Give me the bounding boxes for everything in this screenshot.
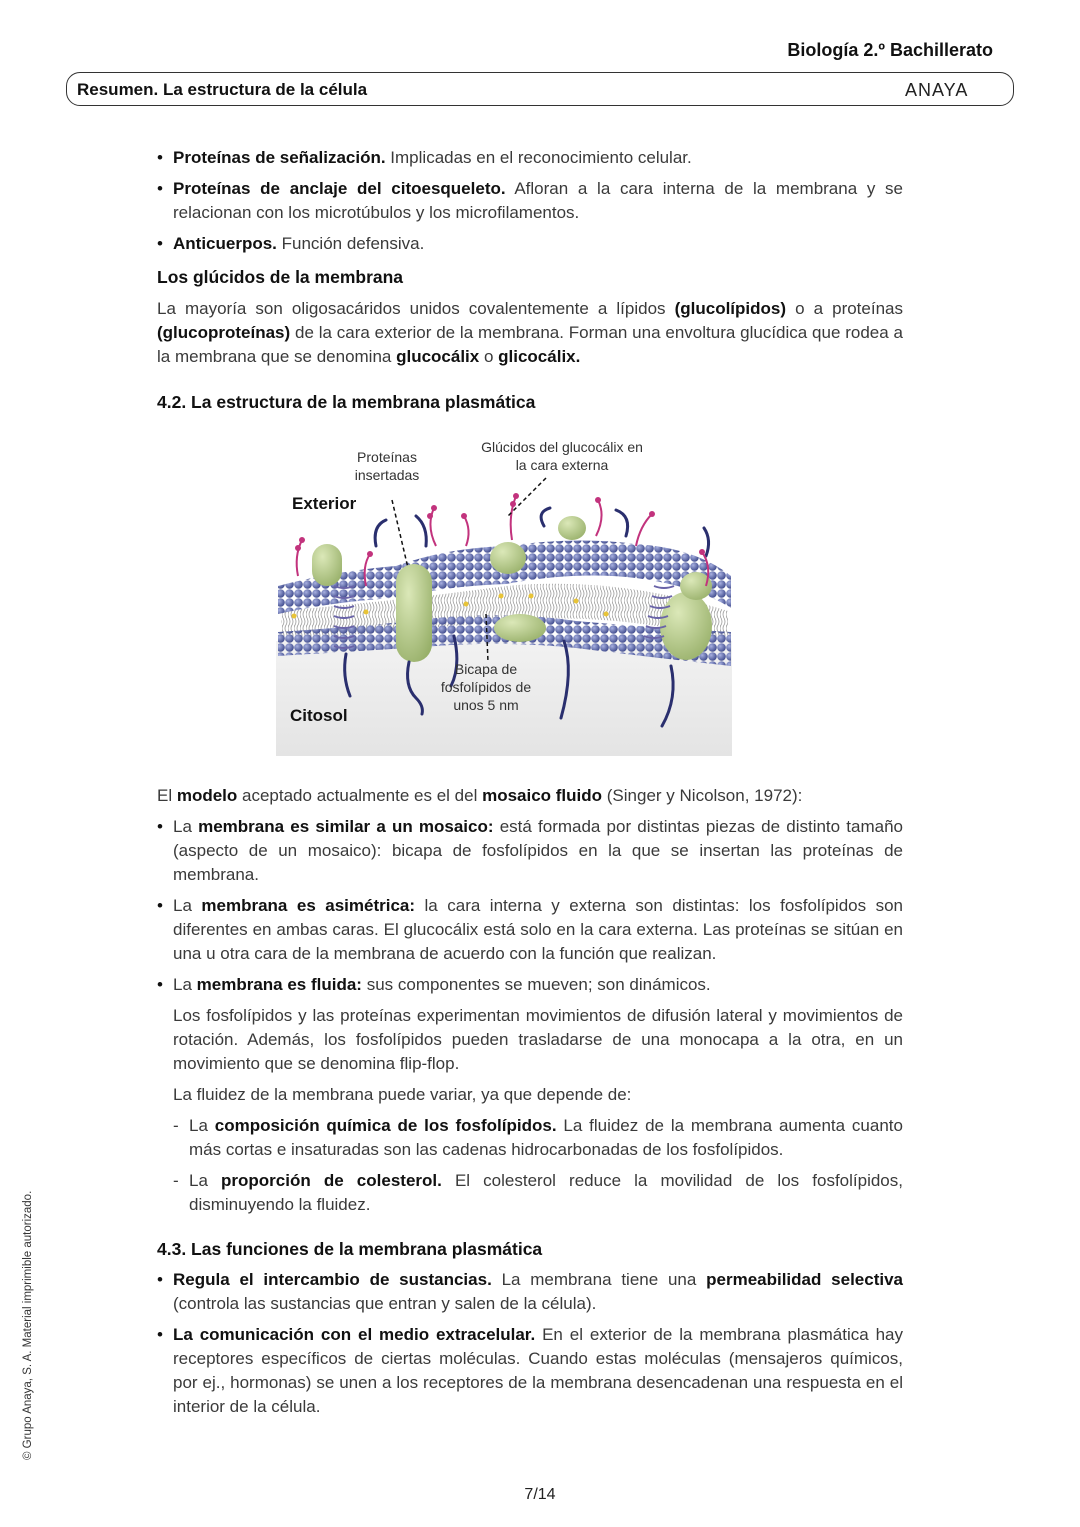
list-item: • La membrana es asimétrica: la cara interna y externa son distintas: los fosfolípidos son diferentes en ambas caras. El glucocálix está solo en la cara externa. Las proteínas se sitúan en una u otra cara de la membrana de acuerdo con la función que realizan.	[157, 894, 903, 966]
list-item: - La proporción de colesterol. El colesterol reduce la movilidad de los fosfolípidos, disminuyendo la fluidez.	[173, 1171, 903, 1214]
publisher-logo: ANAYA	[905, 80, 969, 100]
model-paragraph: El modelo aceptado actualmente es el del mosaico fluido (Singer y Nicolson, 1972):	[157, 786, 803, 805]
list-item: • La membrana es fluida: sus componentes se mueven; son dinámicos.	[157, 973, 903, 997]
main-content	[157, 146, 903, 1419]
document-title: Resumen. La estructura de la célula	[77, 80, 368, 99]
copyright-notice: © Grupo Anaya, S. A. Material imprimible autorizado.	[22, 1190, 34, 1460]
page-number: 7/14	[524, 1486, 556, 1503]
list-item: • Anticuerpos. Función defensiva.	[157, 232, 903, 256]
subject-title: Biología 2.º Bachillerato	[787, 40, 993, 60]
list-item: • Regula el intercambio de sustancias. La membrana tiene una permeabilidad selectiva (controla las sustancias que entran y salen de la célula).	[157, 1268, 903, 1316]
fluid-intro: La fluidez de la membrana puede variar, ya que depende de:	[173, 1085, 632, 1104]
label-citosol: Citosol	[290, 706, 348, 725]
membrane-figure	[276, 436, 732, 756]
glucidos-heading: Los glúcidos de la membrana	[157, 267, 404, 287]
list-item: - La composición química de los fosfolípidos. La fluidez de la membrana aumenta cuanto más cortas e insaturadas son las cadenas hidrocarbonadas de los fosfolípidos.	[173, 1116, 903, 1159]
label-proteins: Proteínas insertadas	[354, 449, 420, 483]
list-item: • La comunicación con el medio extracelular. En el exterior de la membrana plasmática hay receptores específicos de ciertas moléculas. Cuando estas moléculas (mensajeros químicos, por ej., hormonas) se unen a los receptores de la membrana desencadenan una respuesta en el interior de la célula.	[157, 1323, 903, 1419]
fluid-paragraph: Los fosfolípidos y las proteínas experimentan movimientos de difusión lateral y movimientos de rotación. Además, los fosfolípidos pueden trasladarse de una monocapa a la otra, en un movimiento que se denomina flip-flop.	[173, 1006, 903, 1073]
label-glucidos: Glúcidos del glucocálix en la cara externa	[481, 439, 643, 473]
label-bicapa: Bicapa de fosfolípidos de unos 5 nm	[440, 661, 532, 713]
label-exterior: Exterior	[292, 494, 357, 513]
glucidos-paragraph: La mayoría son oligosacáridos unidos covalentemente a lípidos (glucolípidos) o a proteínas (glucoproteínas) de la cara exterior de la membrana. Forman una envoltura glucídica que rodea a la membrana que se denomina glucocálix o glicocálix.	[157, 299, 903, 366]
list-item: • La membrana es similar a un mosaico: está formada por distintas piezas de distinto tamaño (aspecto de un mosaico): bicapa de fosfolípidos en la que se insertan las proteínas de membrana.	[157, 815, 903, 887]
list-item: • Proteínas de anclaje del citoesqueleto. Afloran a la cara interna de la membrana y se relacionan con los microtúbulos y los microfilamentos.	[157, 177, 903, 225]
list-item: • Proteínas de señalización. Implicadas en el reconocimiento celular.	[157, 146, 903, 170]
section-4-3-heading: 4.3. Las funciones de la membrana plasmática	[157, 1239, 543, 1259]
section-4-2-heading: 4.2. La estructura de la membrana plasmática	[157, 392, 536, 412]
